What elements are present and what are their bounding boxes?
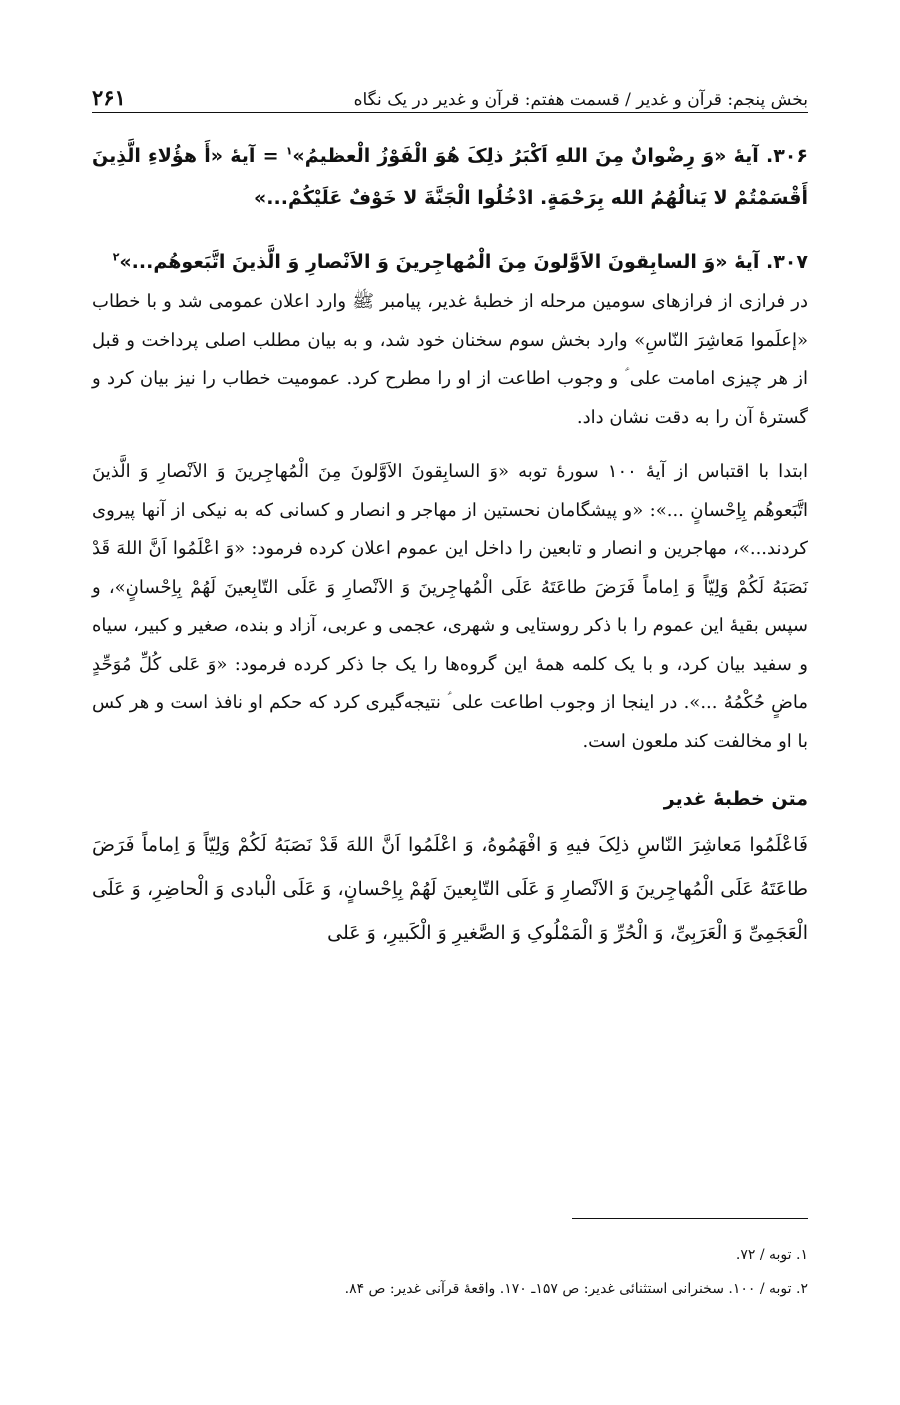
- verse-heading-306: [92, 135, 808, 219]
- paragraph-intro: در فرازی از فرازهای سومین مرحله از خطبهٔ غدیر، پیامبر ﷺ وارد اعلان عمومی شد و با خطاب «إعلَموا مَعاشِرَ النّاسِ» وارد بخش سوم سخنان خود شد، و به بیان مطلب اصلی پرداخت و قبل از هر چیزی امامت علی ؑ و وجوب اطاعت از او را مطرح کرد. عمومیت خطاب را نیز بیان کرد و گسترهٔ آن را به دقت نشان داد.: [92, 291, 808, 428]
- paragraph-explanation: ابتدا با اقتباس از آیهٔ ۱۰۰ سورهٔ توبه «وَ السابِقونَ الاَوَّلونَ مِنَ الْمُهاجِرینَ وَ الاَنْصارِ وَ الَّذینَ اتَّبَعوهُم بِاِحْسانٍ ...»: «و پیشگامان نحستین از مهاجر و انصار و کسانی که به نیکی از آنها پیروی کردند...»، مهاجرین و انصار و تابعین را داخل این عموم اعلان کرده فرمود: «وَ اعْلَمُوا اَنَّ اللهَ قَدْ نَصَبَهُ لَکُمْ وَلِیّاً وَ اِماماً فَرَضَ طاعَتَهُ عَلَی الْمُهاجِرینَ وَ الاَنْصارِ وَ عَلَی التّابِعینَ لَهُمْ بِاِحْسانٍ»، و سپس بقیهٔ این عموم را با ذکر روستایی و شهری، عجمی و عربی، آزاد و بنده، صغیر و کبیر، سیاه و سفید بیان کرد، و با یک کلمه همهٔ این گروه‌ها را یک جا ذکر کرده فرمود: «وَ عَلی کُلِّ مُوَحِّدٍ ماضٍ حُکْمُهُ ...». در اینجا از وجوب اطاعت علی ؑ نتیجه‌گیری کرد که حکم او نافذ است و هر کس با او مخالفت کند ملعون است.: [92, 461, 808, 752]
- footnote-ref-2[interactable]: ۲: [112, 250, 120, 264]
- page-body: [92, 135, 808, 955]
- page-number: ۲۶۱: [92, 85, 126, 110]
- footnote-rule: [572, 1218, 808, 1219]
- header-rule: [92, 112, 808, 113]
- verse-heading-306-continuation: = آیهٔ «أَ هؤُلاءِ الَّذِینَ أَقْسَمْتُمْ لا یَنالُهُمُ الله بِرَحْمَةٍ. ادْخُلُوا الْجَنَّةَ لا خَوْفٌ عَلَیْکُمْ...»: [92, 145, 808, 209]
- footnote-1: ۱. توبه / ۷۲.: [735, 1247, 808, 1263]
- khotbe-text: فَاعْلَمُوا مَعاشِرَ النّاسِ ذلِکَ فیهِ وَ افْهَمُوهُ، وَ اعْلَمُوا اَنَّ اللهَ قَدْ نَصَبَهُ لَکُمْ وَلِیّاً وَ اِماماً فَرَضَ طاعَتَهُ عَلَی الْمُهاجِرینَ وَ الاَنْصارِ وَ عَلَی التّابِعینَ لَهُمْ بِاِحْسانٍ، وَ عَلَی الْبادی وَ الْحاضِرِ، وَ عَلَی الْعَجَمِیِّ وَ الْعَرَبِیِّ، وَ الْحُرِّ وَ الْمَمْلُوکِ وَ الصَّغیرِ وَ الْکَبیرِ، وَ عَلی: [92, 834, 808, 944]
- page-header: [92, 70, 808, 110]
- running-head: بخش پنجم: قرآن و غدیر / قسمت هفتم: قرآن و غدیر در یک نگاه: [353, 90, 808, 110]
- footnote-2: ۲. توبه / ۱۰۰. سخنرانی استثنائی غدیر: ص ۱۵۷ـ ۱۷۰. واقعهٔ قرآنی غدیر: ص ۸۴.: [344, 1281, 808, 1297]
- verse-heading-307: [92, 241, 808, 283]
- footnote-ref-1[interactable]: ۱: [285, 144, 293, 158]
- verse-heading-307-text: ۳۰۷. آیهٔ «وَ السابِقونَ الاَوَّلونَ مِنَ الْمُهاجِرینَ وَ الاَنْصارِ وَ الَّذینَ اتَّبَعوهُم...»: [119, 251, 808, 273]
- khotbe-title: متن خطبهٔ غدیر: [663, 788, 808, 810]
- footnotes: [92, 1238, 808, 1306]
- verse-heading-306-text: ۳۰۶. آیهٔ «وَ رِضْوانٌ مِنَ اللهِ اَکْبَرُ ذلِکَ هُوَ الْفَوْزُ الْعظیمُ»: [292, 145, 808, 167]
